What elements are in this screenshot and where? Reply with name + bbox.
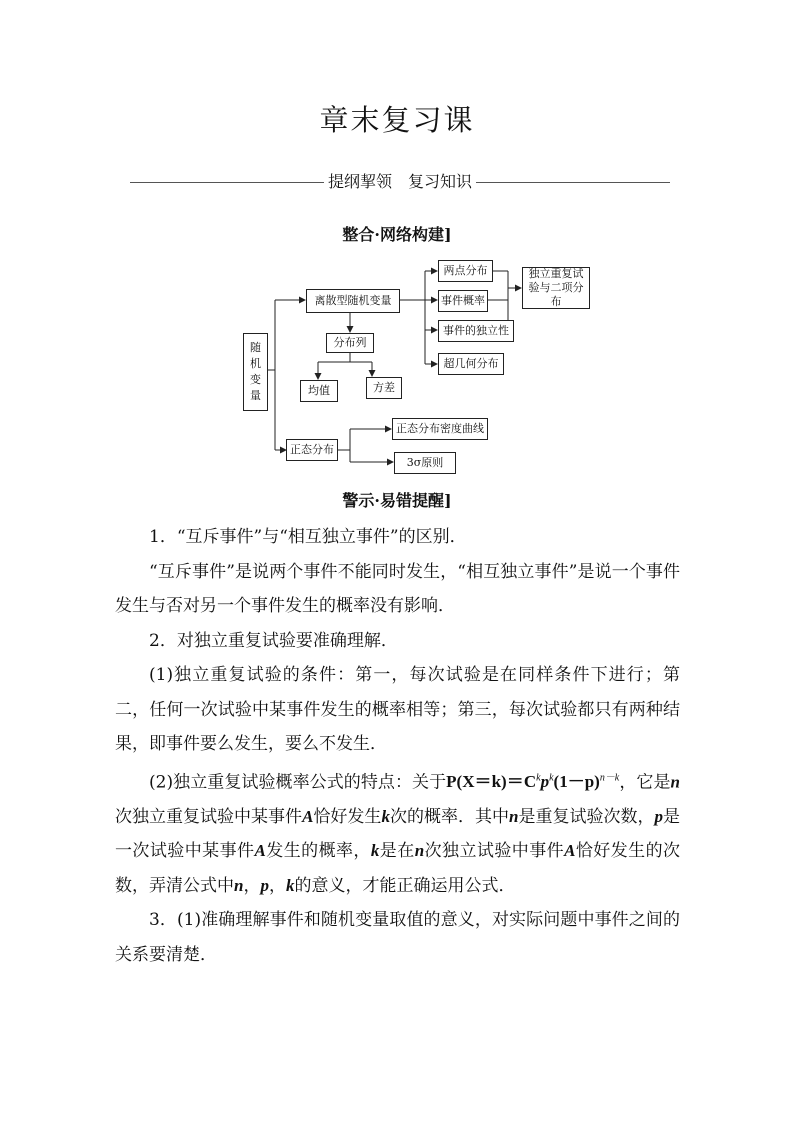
node-density-curve: 正态分布密度曲线: [392, 418, 488, 440]
node-random-variable: [243, 333, 268, 411]
warnings-content: [115, 520, 680, 972]
root-char: 变: [250, 373, 261, 386]
item-1-title: 1．“互斥事件”与“相互独立事件”的区别．: [149, 527, 467, 547]
root-char: 随: [250, 341, 261, 354]
node-normal: 正态分布: [286, 439, 338, 461]
section-heading-warnings: 警示·易错提醒]: [342, 491, 452, 510]
node-three-sigma: 3σ原则: [394, 452, 456, 474]
divider-text: 提纲挈领 复习知识: [324, 172, 476, 191]
item-2-para-2: (2)独立重复试验概率公式的特点：关于$P(X=k)=C^kp^k(1-p)^{n-k}$，它是n次独立重复试验中某事件A恰好发生k次的概率．其中n是重复试验次数，p是一次试验中某事件A发生的概率，k是在n次独立试验中事件A恰好发生的次数，弄清公式中n，p，k的意义，才能正确运用公式．: [115, 772, 681, 896]
node-mean: 均值: [300, 380, 338, 402]
root-char: 量: [250, 389, 261, 402]
node-distribution: 分布列: [326, 333, 374, 353]
item-1-body: “互斥事件”是说两个事件不能同时发生，“相互独立事件”是说一个事件发生与否对另一个事件发生的概率没有影响．: [115, 561, 680, 616]
node-variance: 方差: [366, 377, 402, 399]
page-title: 章末复习课: [319, 103, 475, 137]
node-binomial: 独立重复试验与二项分布: [522, 267, 590, 309]
section-heading-network: 整合·网络构建]: [342, 225, 452, 244]
node-event-probability: 事件概率: [438, 290, 488, 312]
root-char: 机: [250, 357, 261, 370]
node-independence: 事件的独立性: [438, 320, 514, 342]
item-2-para-1: (1)独立重复试验的条件：第一，每次试验是在同样条件下进行；第二，任何一次试验中某事件发生的概率相等；第三，每次试验都只有两种结果，即事件要么发生，要么不发生．: [115, 665, 680, 754]
node-hypergeometric: 超几何分布: [438, 353, 504, 375]
item-2-title: 2．对独立重复试验要准确理解．: [149, 630, 398, 651]
node-discrete: 离散型随机变量: [306, 289, 400, 313]
item-3-title: 3．(1)准确理解事件和随机变量取值的意义，对实际问题中事件之间的关系要清楚．: [115, 910, 680, 965]
node-two-point: 两点分布: [438, 260, 493, 282]
binomial-formula: $P(X=k)=C^kp^k(1-p)^{n-k}$: [446, 772, 620, 792]
